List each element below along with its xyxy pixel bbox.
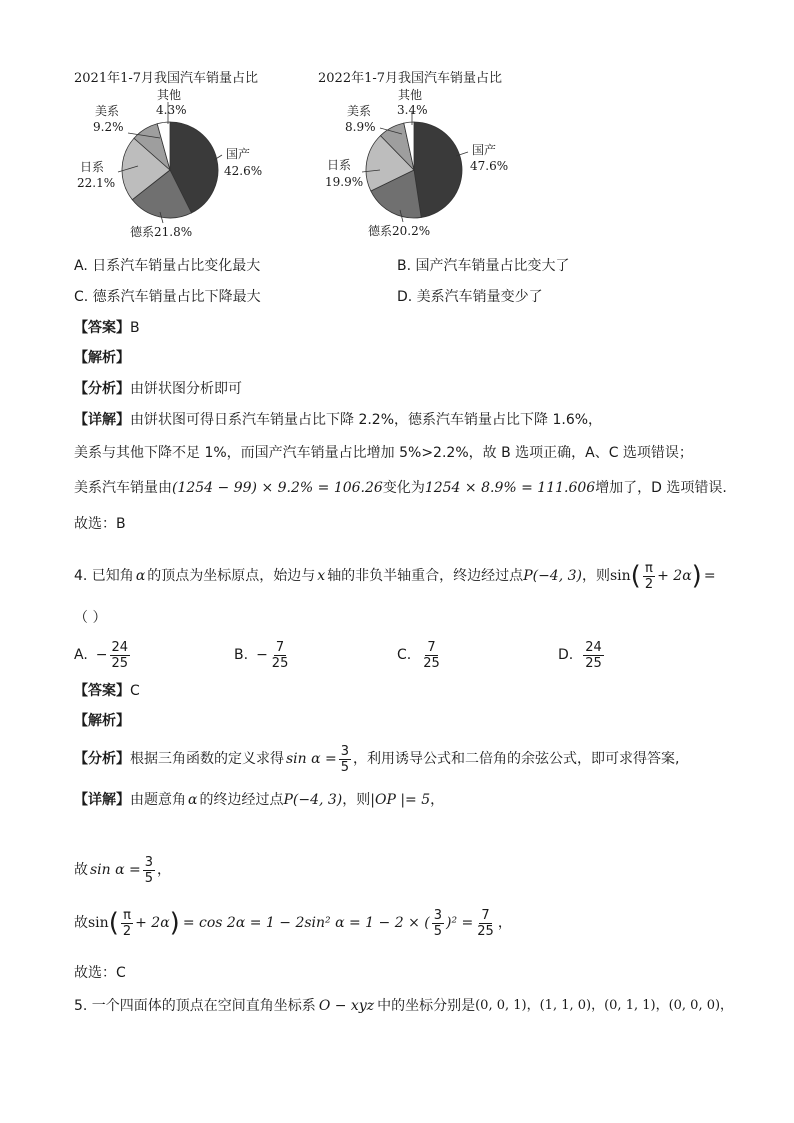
- chart2-label-meixi-value: 8.9%: [345, 120, 376, 134]
- fenxi-tag: 【分析】: [74, 751, 130, 767]
- q5-stem-b: 中的坐标分别是: [377, 998, 476, 1014]
- xiangjie-tag: 【详解】: [74, 792, 130, 808]
- q4-xiangjie: 【详解】 由题意角 α 的终边经过点 P(−4, 3) ，则 |OP |= 5 ，: [74, 792, 445, 808]
- chart2-label-rixi-value: 19.9%: [325, 175, 364, 189]
- line3-text-c: 变化为: [382, 480, 425, 496]
- chart1-label-rixi-value: 22.1%: [77, 176, 116, 190]
- sin-alpha-eq: sin α =: [286, 751, 337, 767]
- line3-formula-2: 1254 × 8.9% = 111.606: [424, 480, 596, 496]
- answer-tag: 【答案】: [74, 320, 130, 336]
- answer-value: C: [130, 683, 140, 699]
- chart2-label-guochan: 国产: [472, 143, 497, 157]
- chart1-label-meixi-value: 9.2%: [93, 120, 124, 134]
- pie-slice-1: [414, 122, 462, 217]
- q5-stem: [74, 996, 733, 1016]
- paren-close: ): [691, 561, 702, 591]
- q4-option-a: A. − $\frac{24}{25}$: [74, 639, 129, 671]
- q4-guxuan: 故选：C: [74, 965, 126, 981]
- vertex-coords: (0, 0, 1)，(1, 1, 0)，(0, 1, 1)，(0, 0, 0)，: [475, 998, 734, 1013]
- chart1-title: 2021年1-7月我国汽车销量占比: [74, 71, 259, 86]
- q3-answer: [74, 318, 140, 338]
- line3-formula-1: (1254 − 99) × 9.2% = 106.26: [172, 480, 383, 496]
- line3-text-a: 美系汽车销量由: [74, 480, 172, 496]
- fenxi-text-b: ，利用诱导公式和二倍角的余弦公式，即可求得答案,: [353, 751, 680, 767]
- xiangjie-text-c: ，则: [342, 792, 371, 808]
- fenxi-tag: 【分析】: [74, 381, 130, 397]
- q4-paren-blank: （ ）: [74, 610, 107, 626]
- chart1-label-guochan-value: 42.6%: [224, 164, 263, 178]
- coord-system: O − xyz: [318, 998, 375, 1014]
- paren-open: (: [630, 561, 641, 591]
- x-symbol: x: [317, 568, 326, 584]
- xiangjie-text-a: 由题意角: [130, 792, 186, 808]
- chart2-label-qita: 其他: [398, 88, 423, 102]
- chart2-label-dexi: 德系20.2%: [368, 224, 431, 238]
- equals-sign: =: [703, 568, 716, 584]
- q3-solution-line2: 美系与其他下降不足 1%，而国产汽车销量占比增加 5%>2.2%，故 B 选项正确，A、C 选项错误；: [74, 445, 693, 461]
- sin-fn: sin: [609, 568, 631, 584]
- q4-stem: [74, 558, 716, 594]
- q4-gu-sin: 故 sin α = $\frac{3}{5}$ ，: [74, 854, 172, 886]
- chart1-label-qita: 其他: [157, 88, 182, 102]
- plus-2alpha: + 2α: [657, 568, 692, 584]
- chart2-title: 2022年1-7月我国汽车销量占比: [318, 71, 503, 86]
- pie-chart-2022: [366, 122, 462, 218]
- q4-stem-b: 的顶点为坐标原点，始边与: [147, 568, 316, 584]
- chart1-label-meixi: 美系: [95, 104, 120, 118]
- point-p: P(−4, 3): [283, 792, 343, 808]
- q4-stem-c: 轴的非负半轴重合，终边经过点: [327, 568, 524, 584]
- q4-stem-d: ，则: [581, 568, 610, 584]
- xiangjie-tag: 【详解】: [74, 412, 130, 428]
- q4-answer: [74, 681, 140, 701]
- q3-fenxi: [74, 379, 242, 399]
- op-length: |OP |= 5: [370, 792, 431, 808]
- fenxi-text-a: 根据三角函数的定义求得: [130, 751, 284, 767]
- q3-solution-line3: [74, 478, 727, 498]
- q4-gu-compute: 故 sin ( $\frac{\pi}{2}$ + 2α ) = cos 2α = 1 − 2sin² α = 1 − 2 × ( $\frac{3}{5}$ )² = $\frac{7}{25}$ ，: [74, 907, 512, 939]
- chart1-label-rixi: 日系: [80, 160, 105, 174]
- chart2-label-guochan-value: 47.6%: [470, 159, 509, 173]
- point-p: P(−4, 3): [523, 568, 582, 584]
- chart2-label-qita-value: 3.4%: [397, 103, 428, 117]
- line3-text-e: 增加了，D 选项错误.: [595, 480, 727, 496]
- chart2-label-meixi: 美系: [347, 104, 372, 118]
- fenxi-text: 由饼状图分析即可: [130, 381, 242, 397]
- q4-jiexi-tag: 【解析】: [74, 713, 130, 729]
- q3-option-d: D. 美系汽车销量变少了: [397, 289, 543, 305]
- pie-chart-2021: [122, 122, 218, 218]
- chart1-label-dexi: 德系21.8%: [130, 225, 193, 239]
- q4-fenxi: [74, 739, 680, 779]
- q4-option-b: B. − $\frac{7}{25}$: [234, 639, 289, 671]
- chart2-label-rixi: 日系: [327, 158, 352, 172]
- chart1-label-qita-value: 4.3%: [156, 103, 187, 117]
- fraction-3-over-5: $\frac{3}{5}$: [340, 743, 350, 775]
- q3-xiangjie: [74, 410, 602, 430]
- q3-option-c: C. 德系汽车销量占比下降最大: [74, 289, 261, 305]
- q4-option-d: D. $\frac{24}{25}$: [558, 639, 602, 671]
- q5-stem-a: 5. 一个四面体的顶点在空间直角坐标系: [74, 998, 316, 1014]
- q3-option-b: B. 国产汽车销量占比变大了: [397, 258, 570, 274]
- answer-value: B: [130, 320, 140, 336]
- q3-option-a: A. 日系汽车销量占比变化最大: [74, 258, 261, 274]
- q4-option-c: C. $\frac{7}{25}$: [397, 639, 440, 671]
- q3-guxuan: 故选：B: [74, 516, 126, 532]
- q4-stem-a: 4. 已知角: [74, 568, 134, 584]
- chart1-label-guochan: 国产: [226, 147, 251, 161]
- alpha-symbol: α: [135, 568, 146, 584]
- xiangjie-text: 由饼状图可得日系汽车销量占比下降 2.2%，德系汽车销量占比下降 1.6%，: [130, 412, 603, 428]
- xiangjie-text-b: 的终边经过点: [199, 792, 284, 808]
- answer-tag: 【答案】: [74, 683, 130, 699]
- q3-jiexi-tag: 【解析】: [74, 350, 130, 366]
- alpha-symbol: α: [188, 792, 198, 808]
- fraction-pi-over-2: $\frac{\pi}{2}$: [644, 560, 654, 592]
